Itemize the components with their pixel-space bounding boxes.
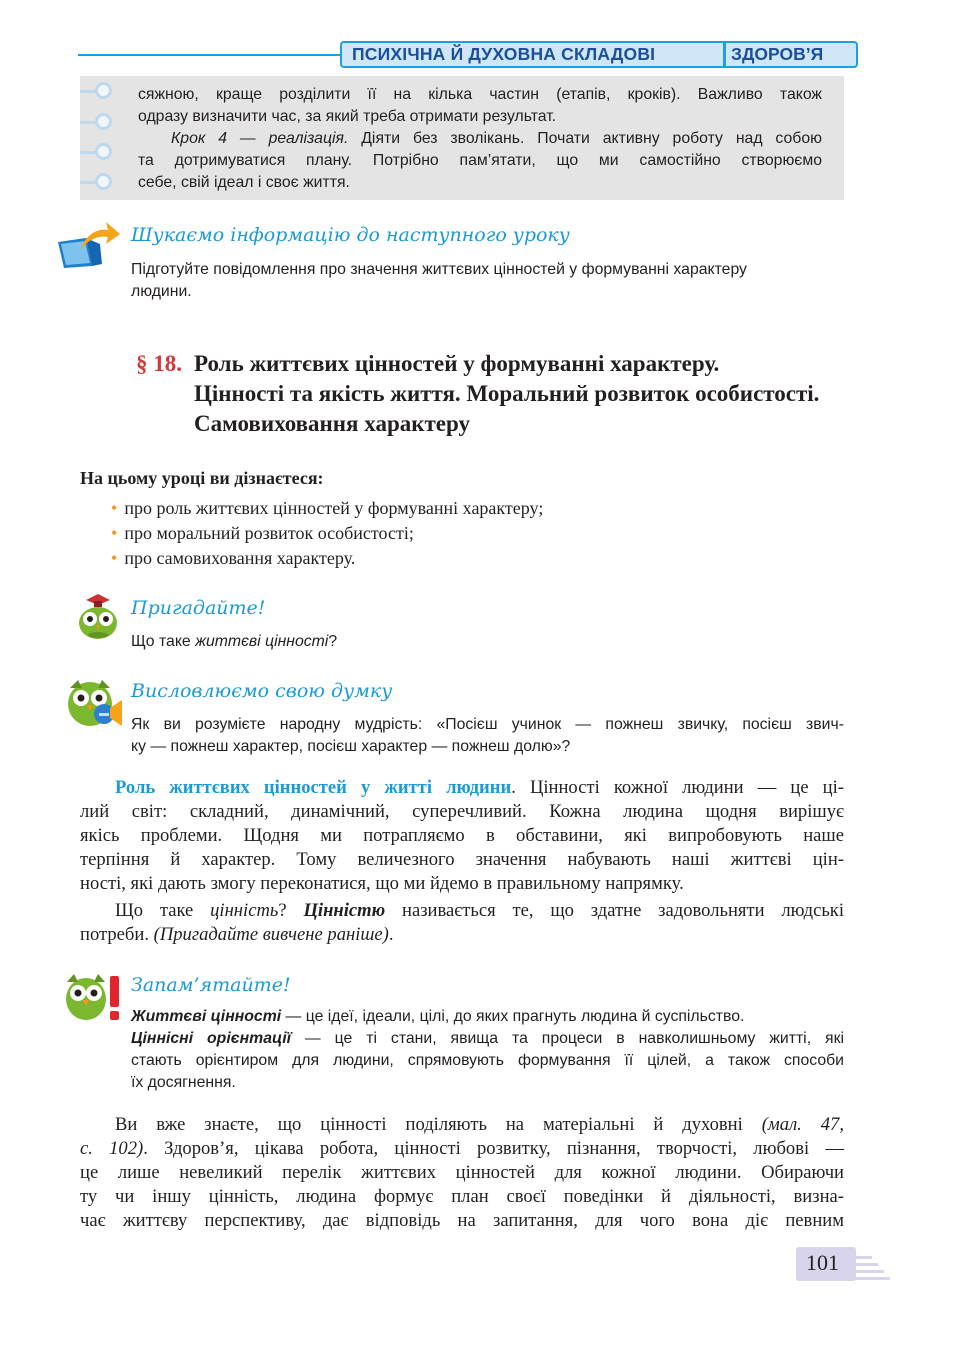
body-line: Що таке цінність? Цінністю називається те, що здатне задовольняти людські: [115, 900, 844, 921]
section-title-line: Цінності та якість життя. Моральний розвиток особистості.: [194, 381, 820, 406]
owl-graduate-icon: [76, 592, 120, 640]
ring-icon: [95, 82, 112, 99]
header-title-part2: ЗДОРОВ’Я: [731, 44, 824, 64]
opinion-text-line: ку — пожнеш характер, посієш характер — пожнеш долю»?: [131, 738, 571, 755]
section-title-line: Самовиховання характеру: [194, 411, 470, 436]
body-line: терпіння й характер. Тому величезного значення набувають наші життєві цін-: [80, 849, 844, 870]
bullet-icon: •: [111, 523, 118, 543]
term-value-orientations: Ціннісні орієнтації: [131, 1030, 291, 1047]
remember-question: Що таке життєві цінності?: [131, 633, 338, 650]
header-title-part1: ПСИХІЧНА Й ДУХОВНА СКЛАДОВІ: [352, 44, 656, 64]
ring-icon: [95, 113, 112, 130]
body-line: якісь проблеми. Щодня ми потрапляємо в обставини, які випробовують наше: [80, 825, 844, 846]
subheading-values-role: Роль життєвих цінностей у житті людини: [115, 777, 512, 798]
rubric-title-search: Шукаємо інформацію до наступного уроку: [131, 224, 570, 246]
body-line: Роль життєвих цінностей у житті людини. Цінності кожної людини — це ці-: [115, 777, 844, 798]
owl-speaking-icon: [66, 678, 124, 728]
search-text-line: людини.: [131, 283, 192, 300]
opinion-text-line: Як ви розумієте народну мудрість: «Посієш учинок — пожнеш звичку, посієш звич-: [131, 716, 844, 733]
section-number: § 18.: [136, 351, 182, 376]
box-text-line: сяжною, краще розділити її на кілька частин (етапів, кроків). Важливо також: [138, 86, 822, 103]
ring-icon: [95, 143, 112, 160]
body-line: чає життєву перспективу, дає відповідь на запитання, для чого вона діє певним: [80, 1210, 844, 1231]
section-title-line: Роль життєвих цінностей у формуванні характеру.: [194, 351, 720, 376]
step4-text: Діяти без зволікань. Почати активну роботу над собою: [348, 130, 822, 147]
definition-value-orientations: Ціннісні орієнтації — це ті стани, явища та процеси в навколишньому житті, які: [131, 1030, 844, 1047]
definition-life-values: Життєві цінності — це ідеї, ідеали, цілі, до яких прагнуть людина й суспільство.: [131, 1008, 745, 1025]
box-text-line: та дотримуватися плану. Потрібно пам’ятати, що ми самостійно створюємо: [138, 152, 822, 169]
definition-text-line: стають орієнтиром для людини, спрямовують формування її цілей, а також способи: [131, 1052, 844, 1069]
term-life-values: Життєві цінності: [131, 1008, 282, 1025]
bullet-icon: •: [111, 498, 118, 518]
step4-label: Крок 4 — реалізація.: [171, 130, 349, 147]
owl-exclamation-icon: [64, 972, 122, 1022]
rubric-title-memorize: Запам’ятайте!: [131, 974, 291, 996]
definition-text-line: їх досягнення.: [131, 1074, 236, 1091]
ring-icon: [95, 173, 112, 190]
body-line: ності, які дають змогу переконатися, що ми йдемо в правильному напрямку.: [80, 873, 684, 894]
header-rule: [78, 54, 340, 56]
step4-line: [171, 128, 822, 150]
box-text-line: себе, свій ідеал і своє життя.: [138, 174, 350, 191]
learn-item: • про самовиховання характеру.: [111, 548, 356, 568]
learn-item: • про роль життєвих цінностей у формуванні характеру;: [111, 498, 544, 518]
page-number: 101: [806, 1250, 839, 1275]
search-text-line: Підготуйте повідомлення про значення життєвих цінностей у формуванні характеру: [131, 261, 747, 278]
body-line: с. 102). Здоров’я, цікава робота, цінності розвитку, пізнання, творчості, любові —: [80, 1138, 844, 1159]
body-line: це лише невеликий перелік життєвих цінностей для кожної людини. Обираючи: [80, 1162, 844, 1183]
rubric-title-remember: Пригадайте!: [131, 597, 266, 619]
learn-heading: На цьому уроці ви дізнаєтеся:: [80, 468, 324, 488]
body-line: лий світ: складний, динамічний, суперечливий. Кожна людина щодня вирішує: [80, 801, 844, 822]
learn-item: • про моральний розвиток особистості;: [111, 523, 414, 543]
body-line: ту чи іншу цінність, людина формує план своєї поведінки й діяльності, визна-: [80, 1186, 844, 1207]
body-line: Ви вже знаєте, що цінності поділяють на матеріальні й духовні (мал. 47,: [115, 1114, 844, 1135]
bullet-icon: •: [111, 548, 118, 568]
box-text-line: одразу визначити час, за який треба отримати результат.: [138, 108, 557, 125]
body-line: потреби. (Пригадайте вивчене раніше).: [80, 924, 394, 945]
book-arrow-icon: [56, 220, 122, 270]
rubric-title-opinion: Висловлюємо свою думку: [131, 680, 393, 702]
header-separator: [723, 43, 726, 66]
